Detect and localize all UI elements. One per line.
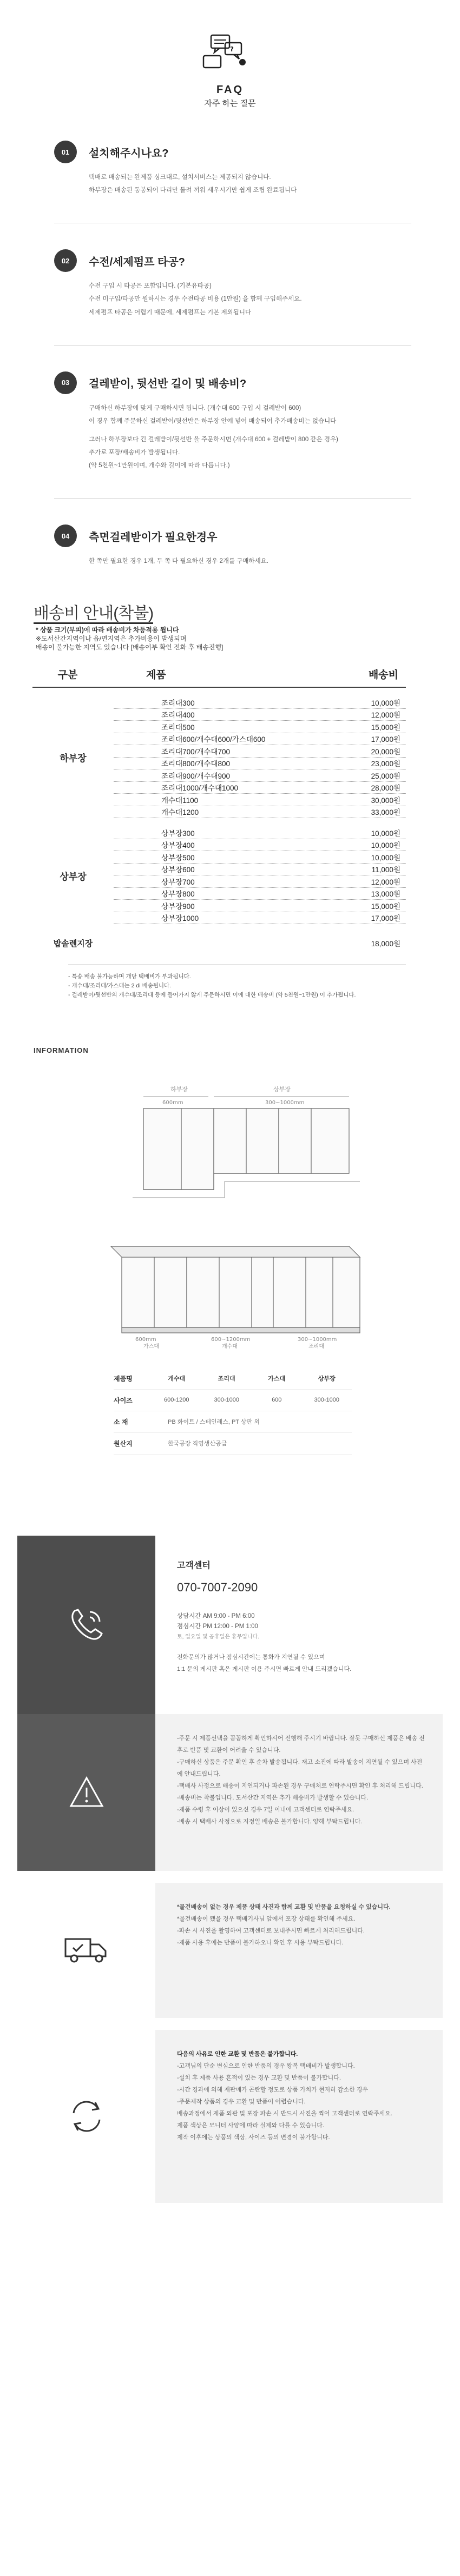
table-row <box>114 782 406 794</box>
price-cell: 10,000원 <box>371 853 400 862</box>
cs-note-line: 전화문의가 많거나 점심시간에는 통화가 지연될 수 있으며 <box>177 1654 325 1661</box>
notice-text <box>155 2030 443 2203</box>
diagram-label: 하부장 <box>170 1085 188 1093</box>
product-cell: 상부장1000 <box>161 914 199 923</box>
product-cell: 조리대600/개수대600/가스대600 <box>161 735 266 744</box>
information-label: INFORMATION <box>34 1046 89 1054</box>
table-row <box>114 827 406 839</box>
shipping-table <box>32 662 406 951</box>
diagram-dim: 300~1000mm <box>298 1336 337 1343</box>
chat-bubbles-icon <box>200 32 260 81</box>
table-row <box>114 806 406 819</box>
shipping-group <box>32 696 406 818</box>
table-row <box>114 794 406 806</box>
cs-hours-line: 토, 일요일 및 공휴일은 휴무입니다. <box>177 1634 259 1640</box>
diagram-dim: 600~1200mm <box>211 1336 251 1343</box>
product-cell: 조리대900/개수대900 <box>161 772 231 780</box>
faq-number-badge: 03 <box>54 371 77 394</box>
column-header: 배송비 <box>368 669 398 681</box>
shipping-group <box>32 827 406 924</box>
spec-cell: PB 화이트 / 스테인레스, PT 상판 외 <box>168 1419 260 1425</box>
answer-line: 세제펌프 타공은 어렵기 때문에, 세제펌프는 기본 제외됩니다 <box>89 309 252 316</box>
spec-cell: 한국공장 직영생산공급 <box>168 1440 227 1447</box>
spec-origin-row <box>114 1433 352 1455</box>
price-cell: 12,000원 <box>371 878 400 886</box>
price-cell: 17,000원 <box>371 735 400 744</box>
notice-line: -제품 사용 후에는 반품이 불가하오니 확인 후 사용 부탁드립니다. <box>177 1939 344 1946</box>
faq-question: 측면걸레받이가 필요한경우 <box>89 531 218 543</box>
faq-answer <box>89 280 411 318</box>
shipping-notes <box>32 626 406 652</box>
shipping-single-row <box>32 935 406 951</box>
faq-answer <box>89 555 411 568</box>
notice-line: -배송비는 착불입니다. 도서산간 지역은 추가 배송비가 발생할 수 있습니다. <box>177 1794 369 1801</box>
notice-line: -배송 시 택배사 사정으로 지정일 배송은 불가합니다. 양해 부탁드립니다. <box>177 1818 363 1825</box>
product-cell: 조리대400 <box>161 711 195 720</box>
answer-line: 한 쪽만 필요한 경우 1개, 두 쪽 다 필요하신 경우 2개를 구매하세요. <box>89 558 269 565</box>
product-cell: 조리대700/개수대700 <box>161 747 231 756</box>
answer-line: 이 경우 함께 주문하신 걸레받이/뒷선반은 하부장 안에 넣어 배송되어 추가배송비는 없습니다 <box>89 417 337 424</box>
table-row <box>114 721 406 733</box>
price-cell: 12,000원 <box>371 711 400 720</box>
diagram-label: 개수대 <box>222 1343 238 1349</box>
group-name: 하부장 <box>60 753 87 764</box>
notice-text <box>155 1714 443 1871</box>
product-cell: 상부장400 <box>161 841 195 850</box>
notice-band-order <box>17 1714 443 1871</box>
spec-cell: 600-1200 <box>164 1397 189 1403</box>
table-row <box>114 745 406 758</box>
table-row <box>114 758 406 770</box>
price-cell: 20,000원 <box>371 747 400 756</box>
phone-icon <box>65 1603 108 1646</box>
shipping-table-header <box>32 662 406 688</box>
price-cell: 18,000원 <box>371 940 400 948</box>
table-row <box>114 733 406 746</box>
spec-cell: 600 <box>272 1397 282 1403</box>
price-cell: 23,000원 <box>371 760 400 768</box>
diagram-label: 조리대 <box>308 1343 324 1349</box>
faq-header <box>0 0 460 141</box>
faq-number-badge: 02 <box>54 249 77 272</box>
faq-subtitle: 자주 하는 질문 <box>204 99 256 108</box>
faq-title: FAQ <box>216 84 244 96</box>
price-cell: 10,000원 <box>371 829 400 838</box>
shipping-note: * 상품 크기(부피)에 따라 배송비가 차등적용 됩니다 <box>36 626 179 634</box>
diagram-label: 가스대 <box>143 1343 159 1349</box>
table-row <box>114 851 406 864</box>
spec-key: 제품명 <box>114 1375 133 1383</box>
faq-item <box>54 371 411 473</box>
spec-material-row <box>114 1411 352 1433</box>
table-row <box>114 709 406 721</box>
table-row <box>114 839 406 852</box>
cs-title: 고객센터 <box>177 1561 211 1570</box>
price-cell: 28,000원 <box>371 784 400 793</box>
price-cell: 15,000원 <box>371 723 400 732</box>
faq-item <box>54 249 411 318</box>
price-cell: 10,000원 <box>371 841 400 850</box>
faq-item <box>54 141 411 197</box>
footnote: - 특송 배송 불가능하며 개당 택배비가 부과됩니다. <box>68 973 191 980</box>
group-name: 상부장 <box>60 871 87 882</box>
spec-size-row <box>114 1390 352 1411</box>
price-cell: 25,000원 <box>371 772 400 780</box>
spec-header-cell: 가스대 <box>268 1376 286 1382</box>
spec-cell: 300-1000 <box>314 1397 339 1403</box>
cs-hours-line: 상담시간 AM 9:00 - PM 6:00 <box>177 1612 255 1619</box>
table-row <box>114 900 406 912</box>
table-row <box>114 696 406 709</box>
cabinet-diagram-top <box>89 1081 371 1209</box>
notice-line: *물건배송이 없는 경우 제품 상태 사진과 함께 교환 및 반품을 요청하실 수 있습니다. <box>177 1903 391 1910</box>
notice-line: -주문 시 제품선택을 꼼꼼하게 확인하시어 진행해 주시기 바랍니다. 잘못 구매하신 제품은 배송 전후로 반품 및 교환이 어려울 수 있습니다. <box>177 1735 425 1754</box>
price-cell: 17,000원 <box>371 914 400 923</box>
table-row <box>114 864 406 876</box>
price-cell: 11,000원 <box>371 866 400 874</box>
spec-key: 원산지 <box>114 1439 133 1448</box>
warning-icon <box>68 1774 106 1811</box>
price-cell: 15,000원 <box>371 902 400 911</box>
faq-list <box>0 141 460 568</box>
answer-line: 하부장은 배송된 동봉되어 다리만 돌려 끼워 세우시기만 쉽게 조립 완료됩니다 <box>89 187 297 194</box>
product-cell: 상부장800 <box>161 890 195 899</box>
truck-icon <box>62 1931 111 1969</box>
spec-cell: 300-1000 <box>214 1397 239 1403</box>
product-cell: 상부장500 <box>161 853 195 862</box>
answer-line: 수전 구입 시 타공은 포함입니다. (기본유타공) <box>89 283 212 290</box>
notice-line: -파손 시 사진을 촬영하여 고객센터로 보내주시면 빠르게 처리해드립니다. <box>177 1927 365 1934</box>
notice-line: -설치 후 제품 사용 흔적이 있는 경우 교환 및 반품이 불가합니다. <box>177 2074 341 2081</box>
spec-table <box>114 1368 352 1455</box>
product-cell: 상부장300 <box>161 829 195 838</box>
price-cell: 30,000원 <box>371 796 400 805</box>
table-row <box>114 888 406 900</box>
diagram-dim: 300~1000mm <box>265 1099 305 1106</box>
footnote: - 개수대/조리대/가스대는 2 di 배송됩니다. <box>68 982 172 989</box>
notice-line: -택배사 사정으로 배송이 지연되거나 파손된 경우 구매처로 연락주시면 확인 후 처리해 드립니다. <box>177 1782 423 1789</box>
table-row <box>114 912 406 925</box>
product-cell: 상부장600 <box>161 866 195 874</box>
product-cell: 조리대1000/개수대1000 <box>161 784 239 793</box>
notice-line: -주문제작 상품의 경우 교환 및 반품이 어렵습니다. <box>177 2098 306 2105</box>
answer-line: (약 5천원~1만원이며, 개수와 길이에 따라 다릅니다.) <box>89 462 230 469</box>
notice-text <box>155 1883 443 2018</box>
product-cell: 조리대300 <box>161 699 195 707</box>
faq-number-badge: 01 <box>54 141 77 163</box>
faq-divider <box>54 498 411 499</box>
product-cell: 조리대500 <box>161 723 195 732</box>
shipping-fee-panel <box>32 594 406 1000</box>
cs-note-line: 1:1 문의 게시판 혹은 게시판 이용 주시면 빠르게 안내 드리겠습니다. <box>177 1665 352 1672</box>
product-cell: 상부장700 <box>161 878 195 886</box>
notice-line: -시간 경과에 의해 재판매가 곤란할 정도로 상품 가치가 현저히 감소한 경우 <box>177 2086 369 2093</box>
column-header: 구분 <box>57 669 78 681</box>
notice-line: -구매하신 상품은 주문 확인 후 순차 발송됩니다. 재고 소진에 따라 발송이 지연될 수 있으며 사전에 안내드립니다. <box>177 1758 423 1777</box>
cs-hours-line: 점심시간 PM 12:00 - PM 1:00 <box>177 1623 258 1630</box>
shipping-note: ※도서산간지역이나 읍/면지역은 추가비용이 발생되며 <box>36 634 187 642</box>
cs-phone[interactable]: 070-7007-2090 <box>177 1580 258 1594</box>
table-row <box>114 875 406 888</box>
notice-line: -제품 수령 후 이상이 있으신 경우 7일 이내에 고객센터로 연락주세요. <box>177 1806 354 1813</box>
faq-answer <box>89 402 411 473</box>
shipping-footnotes <box>68 964 406 999</box>
customer-service-band <box>17 1536 443 1714</box>
notice-band-return <box>17 2030 443 2203</box>
price-cell: 13,000원 <box>371 890 400 899</box>
product-cell: 개수대1100 <box>161 796 199 805</box>
diagram-dim: 600mm <box>162 1099 183 1106</box>
footnote: - 걸레받이/뒷선반의 개수대/조리대 등에 들어가지 않게 주문하시면 이에 대한 배송비 (약 5천원~1만원) 이 추가됩니다. <box>68 991 356 998</box>
faq-question: 걸레받이, 뒷선반 길이 및 배송비? <box>89 378 247 390</box>
notice-line: -고객님의 단순 변심으로 인한 반품의 경우 왕복 택배비가 발생합니다. <box>177 2062 355 2069</box>
svg-text:?: ? <box>230 45 234 53</box>
answer-line: 택배로 배송되는 완제품 싱크대로, 설치서비스는 제공되지 않습니다. <box>89 174 271 181</box>
group-name: 밥솥렌지장 <box>53 939 93 948</box>
notice-line: 제작 이후에는 상품의 색상, 사이즈 등의 변경이 불가합니다. <box>177 2134 330 2141</box>
price-cell: 10,000원 <box>371 699 400 707</box>
notice-band-delivery <box>17 1883 443 2018</box>
spec-header-cell: 조리대 <box>218 1376 235 1382</box>
faq-item <box>54 525 411 568</box>
diagram-label: 상부장 <box>273 1085 291 1093</box>
spec-header-cell: 상부장 <box>318 1376 336 1382</box>
answer-line: 구매하신 하부장에 맞게 구매하시면 됩니다. (개수대 600 구입 시 걸레받이 600) <box>89 404 301 411</box>
product-cell: 조리대800/개수대800 <box>161 760 231 768</box>
notice-line: 다음의 사유로 인한 교환 및 반품은 불가합니다. <box>177 2050 298 2057</box>
exchange-arrows-icon <box>65 2095 108 2138</box>
notice-line: 제품 색상은 모니터 사양에 따라 실제와 다를 수 있습니다. <box>177 2122 324 2129</box>
spec-key: 사이즈 <box>114 1396 133 1404</box>
notice-line: 배송과정에서 제품 외관 및 포장 파손 시 반드시 사진을 찍어 고객센터로 연락주세요. <box>177 2110 392 2117</box>
price-cell: 33,000원 <box>371 808 400 817</box>
spec-header-row <box>114 1368 352 1390</box>
product-cell: 개수대1200 <box>161 808 199 817</box>
product-cell: 상부장900 <box>161 902 195 911</box>
spec-header-cell: 개수대 <box>168 1376 186 1382</box>
faq-answer <box>89 171 411 197</box>
faq-divider <box>54 345 411 346</box>
cabinet-diagram-bottom <box>89 1225 371 1352</box>
table-row <box>114 769 406 782</box>
answer-line: 추가로 포장/배송비가 발생됩니다. <box>89 449 180 456</box>
shipping-note: 배송이 불가능한 지역도 있습니다 [배송여부 확인 전화 후 배송진행] <box>36 643 224 651</box>
column-header: 제품 <box>146 669 166 681</box>
answer-line: 그러나 하부장보다 긴 걸레받이/뒷선반 을 주문하시면 (개수대 600 + 걸레받이 800 같은 경우) <box>89 436 338 443</box>
notice-line: *물건배송이 됐을 경우 택배기사님 앞에서 포장 상태를 확인해 주세요. <box>177 1915 356 1922</box>
shipping-title: 배송비 안내(착불) <box>32 594 406 626</box>
answer-line: 수전 미구입/타공만 원하시는 경우 수전타공 비용 (1만원) 을 함께 구입해주세요. <box>89 296 302 303</box>
spec-key: 소 재 <box>114 1418 128 1426</box>
faq-question: 수전/세제펌프 타공? <box>89 256 185 268</box>
diagram-dim: 600mm <box>135 1336 156 1343</box>
faq-number-badge: 04 <box>54 525 77 547</box>
faq-question: 설치해주시나요? <box>89 147 169 160</box>
